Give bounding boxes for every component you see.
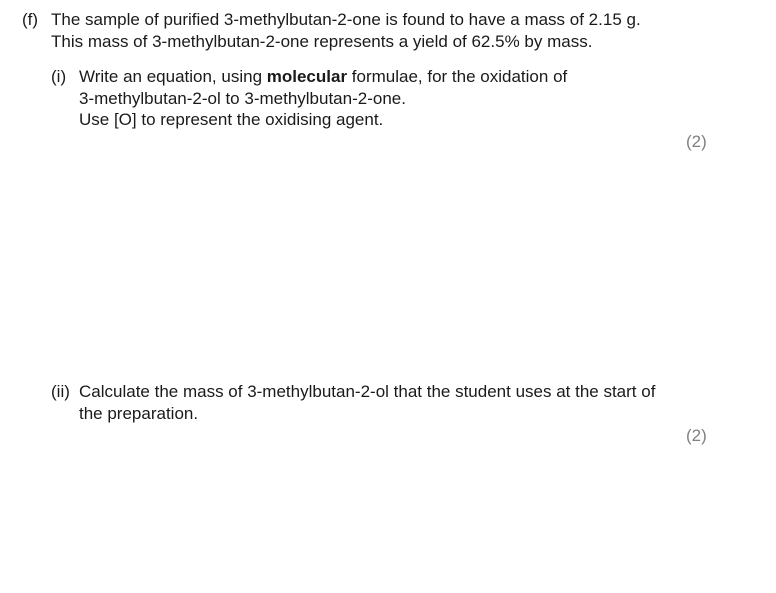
question-label-i: (i) — [51, 67, 67, 86]
question-ii-line-1: Calculate the mass of 3-methylbutan-2-ol that the student uses at the start of — [79, 382, 656, 401]
marks-ii: (2) — [686, 426, 707, 445]
question-f-text — [51, 9, 641, 52]
question-i-line-3: Use [O] to represent the oxidising agent. — [79, 110, 384, 129]
question-ii-line-2: the preparation. — [79, 403, 199, 423]
question-i-line-1-end: formulae, for the oxidation of — [347, 67, 568, 86]
question-f-line-2: This mass of 3-methylbutan-2-one represents a yield of 62.5% by mass. — [51, 31, 593, 51]
question-f-line-1: The sample of purified 3-methylbutan-2-one is found to have a mass of 2.15 g. — [51, 10, 641, 29]
question-label-f: (f) — [22, 10, 39, 29]
emphasis-molecular: molecular — [266, 67, 348, 86]
marks-i: (2) — [686, 132, 707, 151]
question-ii-text — [79, 381, 655, 424]
question-i-text — [79, 66, 567, 131]
question-i-line-2: 3-methylbutan-2-ol to 3-methylbutan-2-one. — [79, 88, 406, 108]
question-i-line-1-start: Write an equation, using — [79, 67, 267, 86]
question-label-ii: (ii) — [51, 382, 70, 401]
answer-space-ii[interactable] — [51, 455, 711, 585]
question-i-line-1 — [79, 66, 567, 88]
answer-space-i[interactable] — [51, 160, 711, 370]
